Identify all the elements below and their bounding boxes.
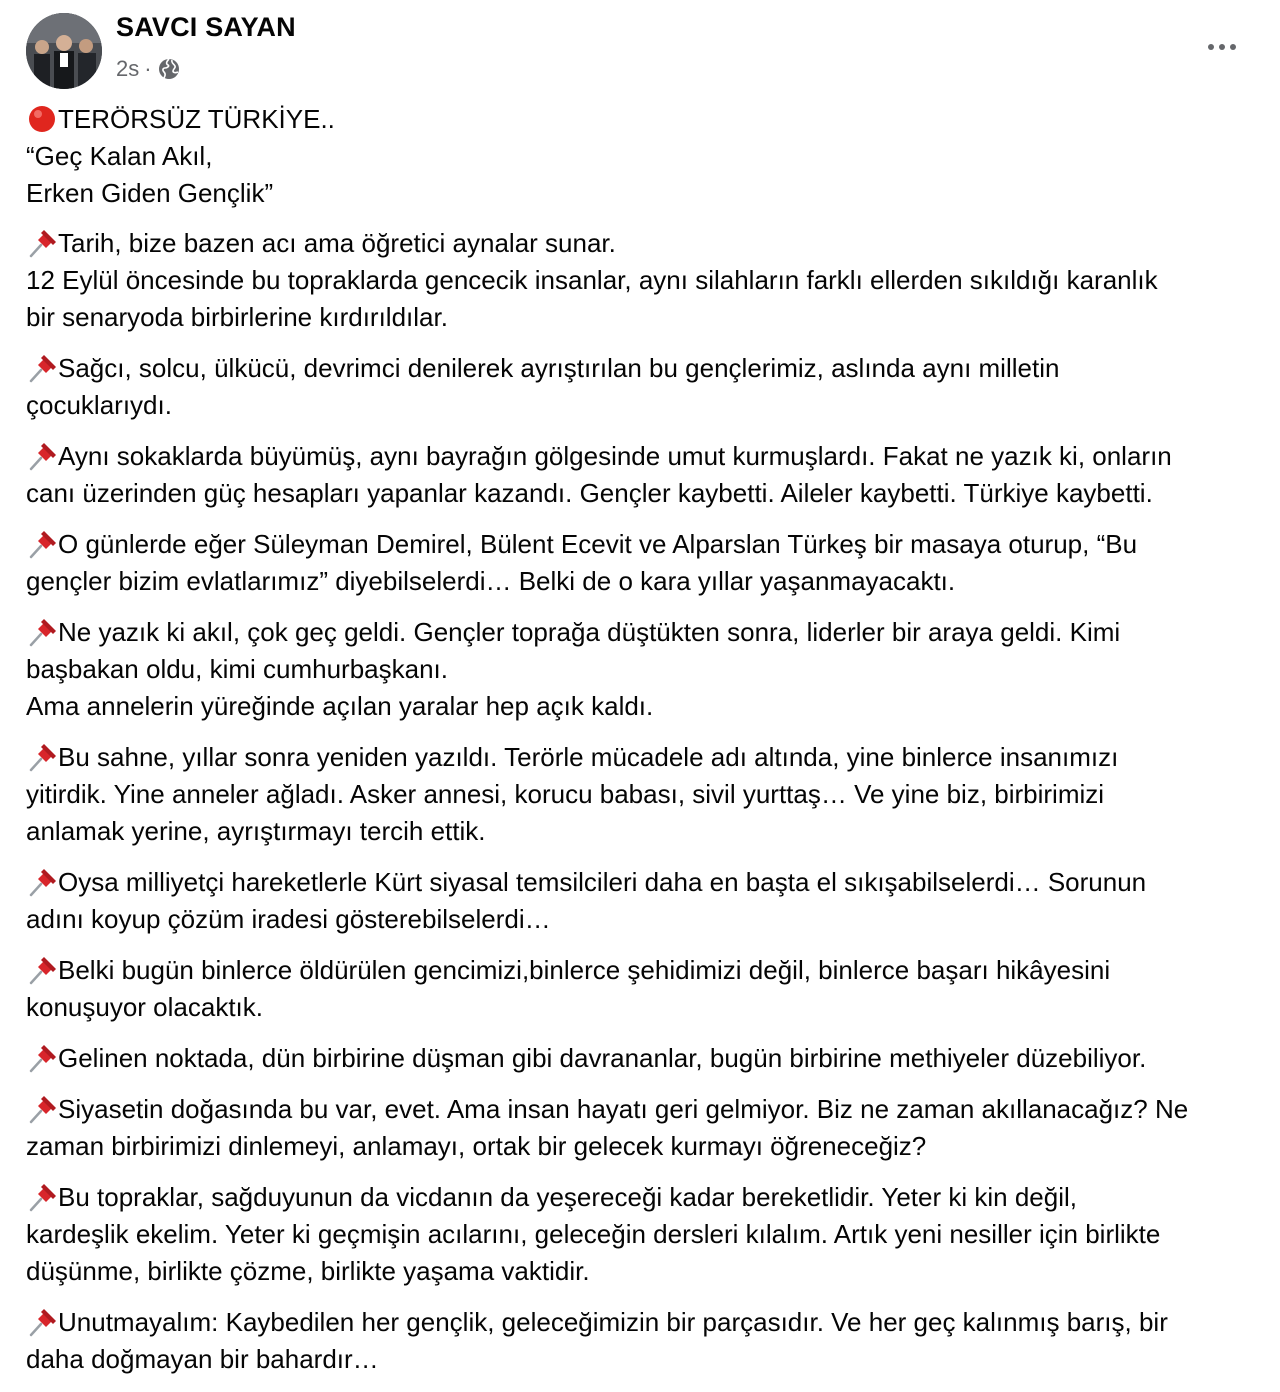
line-text: canı üzerinden güç hesapları yapanlar kazandı. Gençler kaybetti. Aileler kaybetti. Türkiye kaybetti.	[26, 478, 1153, 508]
paragraph-line	[26, 1179, 1256, 1216]
more-options-icon	[1219, 44, 1225, 50]
paragraph-line	[26, 262, 1256, 299]
line-text: Ne yazık ki akıl, çok geç geldi. Gençler toprağa düştükten sonra, liderler bir araya geldi. Kimi	[58, 617, 1121, 647]
paragraph-line	[26, 299, 1256, 336]
paragraph-line	[26, 864, 1256, 901]
paragraph-line	[26, 952, 1256, 989]
paragraph-line	[26, 138, 1256, 175]
post-paragraph	[26, 1304, 1256, 1378]
line-text: daha doğmayan bir bahardır…	[26, 1344, 379, 1374]
pushpin-icon	[26, 955, 58, 985]
post-paragraph	[26, 952, 1256, 1026]
paragraph-line	[26, 1253, 1256, 1290]
post-meta	[116, 55, 181, 83]
paragraph-line	[26, 101, 1256, 138]
line-text: başbakan oldu, kimi cumhurbaşkanı.	[26, 654, 449, 684]
line-text: Siyasetin doğasında bu var, evet. Ama insan hayatı geri gelmiyor. Biz ne zaman akıllanacağız? Ne	[58, 1094, 1189, 1124]
line-text: Tarih, bize bazen acı ama öğretici aynalar sunar.	[58, 228, 616, 258]
paragraph-line	[26, 526, 1256, 563]
post-paragraph	[26, 438, 1256, 512]
line-text: Belki bugün binlerce öldürülen gencimizi,binlerce şehidimizi değil, binlerce başarı hikâyesini	[58, 955, 1111, 985]
post-paragraph	[26, 101, 1256, 212]
pushpin-icon	[26, 441, 58, 471]
line-text: Bu topraklar, sağduyunun da vicdanın da yeşereceği kadar bereketlidir. Yeter ki kin değil,	[58, 1182, 1077, 1212]
pushpin-icon	[26, 1094, 58, 1124]
line-text: kardeşlik ekelim. Yeter ki geçmişin acılarını, geleceğin dersleri kılalım. Artık yeni nesiller için birlikte	[26, 1219, 1161, 1249]
pushpin-icon	[26, 742, 58, 772]
more-options-icon	[1208, 44, 1214, 50]
post-text	[26, 101, 1256, 1392]
paragraph-line	[26, 350, 1256, 387]
line-text: “Geç Kalan Akıl,	[26, 141, 213, 171]
paragraph-line	[26, 438, 1256, 475]
paragraph-line	[26, 1341, 1256, 1378]
line-text: TERÖRSÜZ TÜRKİYE..	[58, 104, 335, 134]
post-paragraph	[26, 350, 1256, 424]
pushpin-icon	[26, 529, 58, 559]
pushpin-icon	[26, 1307, 58, 1337]
red-circle-icon	[26, 104, 58, 134]
pushpin-icon	[26, 1043, 58, 1073]
avatar[interactable]	[26, 13, 102, 89]
post-paragraph	[26, 526, 1256, 600]
post-paragraph	[26, 864, 1256, 938]
paragraph-line	[26, 175, 1256, 212]
pushpin-icon	[26, 1182, 58, 1212]
post-paragraph	[26, 225, 1256, 336]
pushpin-icon	[26, 228, 58, 258]
paragraph-line	[26, 225, 1256, 262]
globe-icon[interactable]	[157, 57, 181, 81]
line-text: adını koyup çözüm iradesi gösterebilselerdi…	[26, 904, 551, 934]
line-text: yitirdik. Yine anneler ağladı. Asker annesi, korucu babası, sivil yurttaş… Ve yine biz, birbirimizi	[26, 779, 1105, 809]
paragraph-line	[26, 989, 1256, 1026]
line-text: Unutmayalım: Kaybedilen her gençlik, geleceğimizin bir parçasıdır. Ve her geç kalınmış barış, bir	[58, 1307, 1168, 1337]
paragraph-line	[26, 688, 1256, 725]
line-text: Aynı sokaklarda büyümüş, aynı bayrağın gölgesinde umut kurmuşlardı. Fakat ne yazık ki, onların	[58, 441, 1172, 471]
line-text: zaman birbirimizi dinlemeyi, anlamayı, ortak bir gelecek kurmayı öğreneceğiz?	[26, 1131, 927, 1161]
post-paragraph	[26, 1091, 1256, 1165]
pushpin-icon	[26, 867, 58, 897]
post-timestamp[interactable]: 2s	[116, 56, 140, 81]
paragraph-line	[26, 1091, 1256, 1128]
paragraph-line	[26, 387, 1256, 424]
paragraph-line	[26, 776, 1256, 813]
pushpin-icon	[26, 353, 58, 383]
line-text: gençler bizim evlatlarımız” diyebilselerdi… Belki de o kara yıllar yaşanmayacaktı.	[26, 566, 956, 596]
line-text: Gelinen noktada, dün birbirine düşman gibi davrananlar, bugün birbirine methiyeler düzebiliyor.	[58, 1043, 1147, 1073]
line-text: bir senaryoda birbirlerine kırdırıldılar.	[26, 302, 448, 332]
line-text: anlamak yerine, ayrıştırmayı tercih ettik.	[26, 816, 486, 846]
paragraph-line	[26, 1128, 1256, 1165]
paragraph-line	[26, 475, 1256, 512]
post-paragraph	[26, 739, 1256, 850]
line-text: çocuklarıydı.	[26, 390, 172, 420]
more-options-icon	[1230, 44, 1236, 50]
pushpin-icon	[26, 617, 58, 647]
post-paragraph	[26, 614, 1256, 725]
author-name[interactable]: SAVCI SAYAN	[116, 12, 296, 42]
line-text: konuşuyor olacaktık.	[26, 992, 264, 1022]
paragraph-line	[26, 739, 1256, 776]
paragraph-line	[26, 1216, 1256, 1253]
line-text: Oysa milliyetçi hareketlerle Kürt siyasal temsilcileri daha en başta el sıkışabilselerdi… Sorunun	[58, 867, 1147, 897]
paragraph-line	[26, 901, 1256, 938]
more-options-button[interactable]	[1198, 30, 1246, 64]
line-text: Erken Giden Gençlik”	[26, 178, 274, 208]
paragraph-line	[26, 813, 1256, 850]
paragraph-line	[26, 614, 1256, 651]
line-text: Bu sahne, yıllar sonra yeniden yazıldı. Terörle mücadele adı altında, yine binlerce insanımızı	[58, 742, 1119, 772]
paragraph-line	[26, 651, 1256, 688]
line-text: Ama annelerin yüreğinde açılan yaralar hep açık kaldı.	[26, 691, 654, 721]
paragraph-line	[26, 1304, 1256, 1341]
post-paragraph	[26, 1179, 1256, 1290]
line-text: 12 Eylül öncesinde bu topraklarda gencecik insanlar, aynı silahların farklı ellerden sıkıldığı karanlık	[26, 265, 1158, 295]
paragraph-line	[26, 1040, 1256, 1077]
paragraph-line	[26, 563, 1256, 600]
line-text: O günlerde eğer Süleyman Demirel, Bülent Ecevit ve Alparslan Türkeş bir masaya oturup, “Bu	[58, 529, 1138, 559]
line-text: Sağcı, solcu, ülkücü, devrimci denilerek ayrıştırılan bu gençlerimiz, aslında aynı milletin	[58, 353, 1060, 383]
post-paragraph	[26, 1040, 1256, 1077]
meta-separator: ·	[144, 56, 152, 81]
line-text: düşünme, birlikte çözme, birlikte yaşama vaktidir.	[26, 1256, 590, 1286]
